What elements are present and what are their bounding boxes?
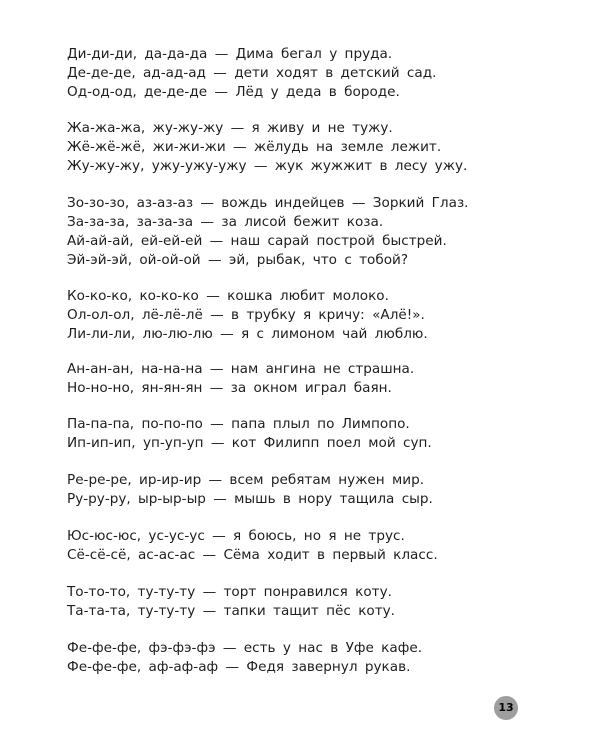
verse-line: Ре-ре-ре, ир-ир-ир — всем ребятам нужен мир. — [67, 472, 425, 488]
verse-line: Ру-ру-ру, ыр-ыр-ыр — мышь в нору тащила сыр. — [67, 491, 433, 507]
verse-line: Эй-эй-эй, ой-ой-ой — эй, рыбак, что с тобой? — [67, 252, 409, 268]
verse-line: За-за-за, за-за-за — за лисой бежит коза. — [67, 214, 384, 230]
verse-line: Ли-ли-ли, лю-лю-лю — я с лимоном чай люблю. — [67, 326, 428, 342]
page-number-badge: 13 — [494, 696, 518, 720]
verse-line: Жу-жу-жу, ужу-ужу-ужу — жук жужжит в лесу ужу. — [67, 158, 468, 174]
verse-line: Сё-сё-сё, ас-ас-ас — Сёма ходит в первый класс. — [67, 547, 438, 563]
verse-line: Жё-жё-жё, жи-жи-жи — жёлудь на земле лежит. — [67, 139, 442, 155]
stanza-di-da — [67, 45, 436, 102]
stanza-to-ta — [67, 583, 395, 621]
verse-line: Зо-зо-зо, аз-аз-аз — вождь индейцев — Зоркий Глаз. — [67, 195, 469, 211]
stanza-fe-fe — [67, 639, 422, 677]
verse-line: Ко-ко-ко, ко-ко-ко — кошка любит молоко. — [67, 288, 389, 304]
verse-line: Ан-ан-ан, на-на-на — нам ангина не страшна. — [67, 361, 415, 377]
stanza-ko-ol — [67, 287, 428, 344]
stanza-re-ru — [67, 471, 433, 509]
verse-line: Фе-фе-фе, аф-аф-аф — Федя завернул рукав. — [67, 659, 411, 675]
stanza-zo-za — [67, 194, 469, 270]
verse-line: Юс-юс-юс, ус-ус-ус — я боюсь, но я не трус. — [67, 528, 405, 544]
verse-line: Од-од-од, де-де-де — Лёд у деда в бороде. — [67, 84, 400, 100]
stanza-an-no — [67, 360, 414, 398]
verse-line: То-то-то, ту-ту-ту — торт понравился коту. — [67, 584, 392, 600]
verse-line: Ди-ди-ди, да-да-да — Дима бегал у пруда. — [67, 46, 393, 62]
stanza-zha-zhu — [67, 119, 467, 176]
verse-line: Ай-ай-ай, ей-ей-ей — наш сарай построй быстрей. — [67, 233, 447, 249]
verse-line: Жа-жа-жа, жу-жу-жу — я живу и не тужу. — [67, 120, 393, 136]
verse-line: Фе-фе-фе, фэ-фэ-фэ — есть у нас в Уфе кафе. — [67, 640, 423, 656]
verse-line: Но-но-но, ян-ян-ян — за окном играл баян. — [67, 380, 392, 396]
verse-line: Ол-ол-ол, лё-лё-лё — в трубку я кричу: «Алё!». — [67, 307, 425, 323]
verse-line: Та-та-та, ту-ту-ту — тапки тащит пёс коту. — [67, 603, 396, 619]
verse-line: Ип-ип-ип, уп-уп-уп — кот Филипп поел мой суп. — [67, 435, 432, 451]
stanza-yus-syo — [67, 527, 438, 565]
verse-line: Па-па-па, по-по-по — папа плыл по Лимпопо. — [67, 416, 410, 432]
stanza-pa-ip — [67, 415, 432, 453]
verse-line: Де-де-де, ад-ад-ад — дети ходят в детский сад. — [67, 65, 437, 81]
